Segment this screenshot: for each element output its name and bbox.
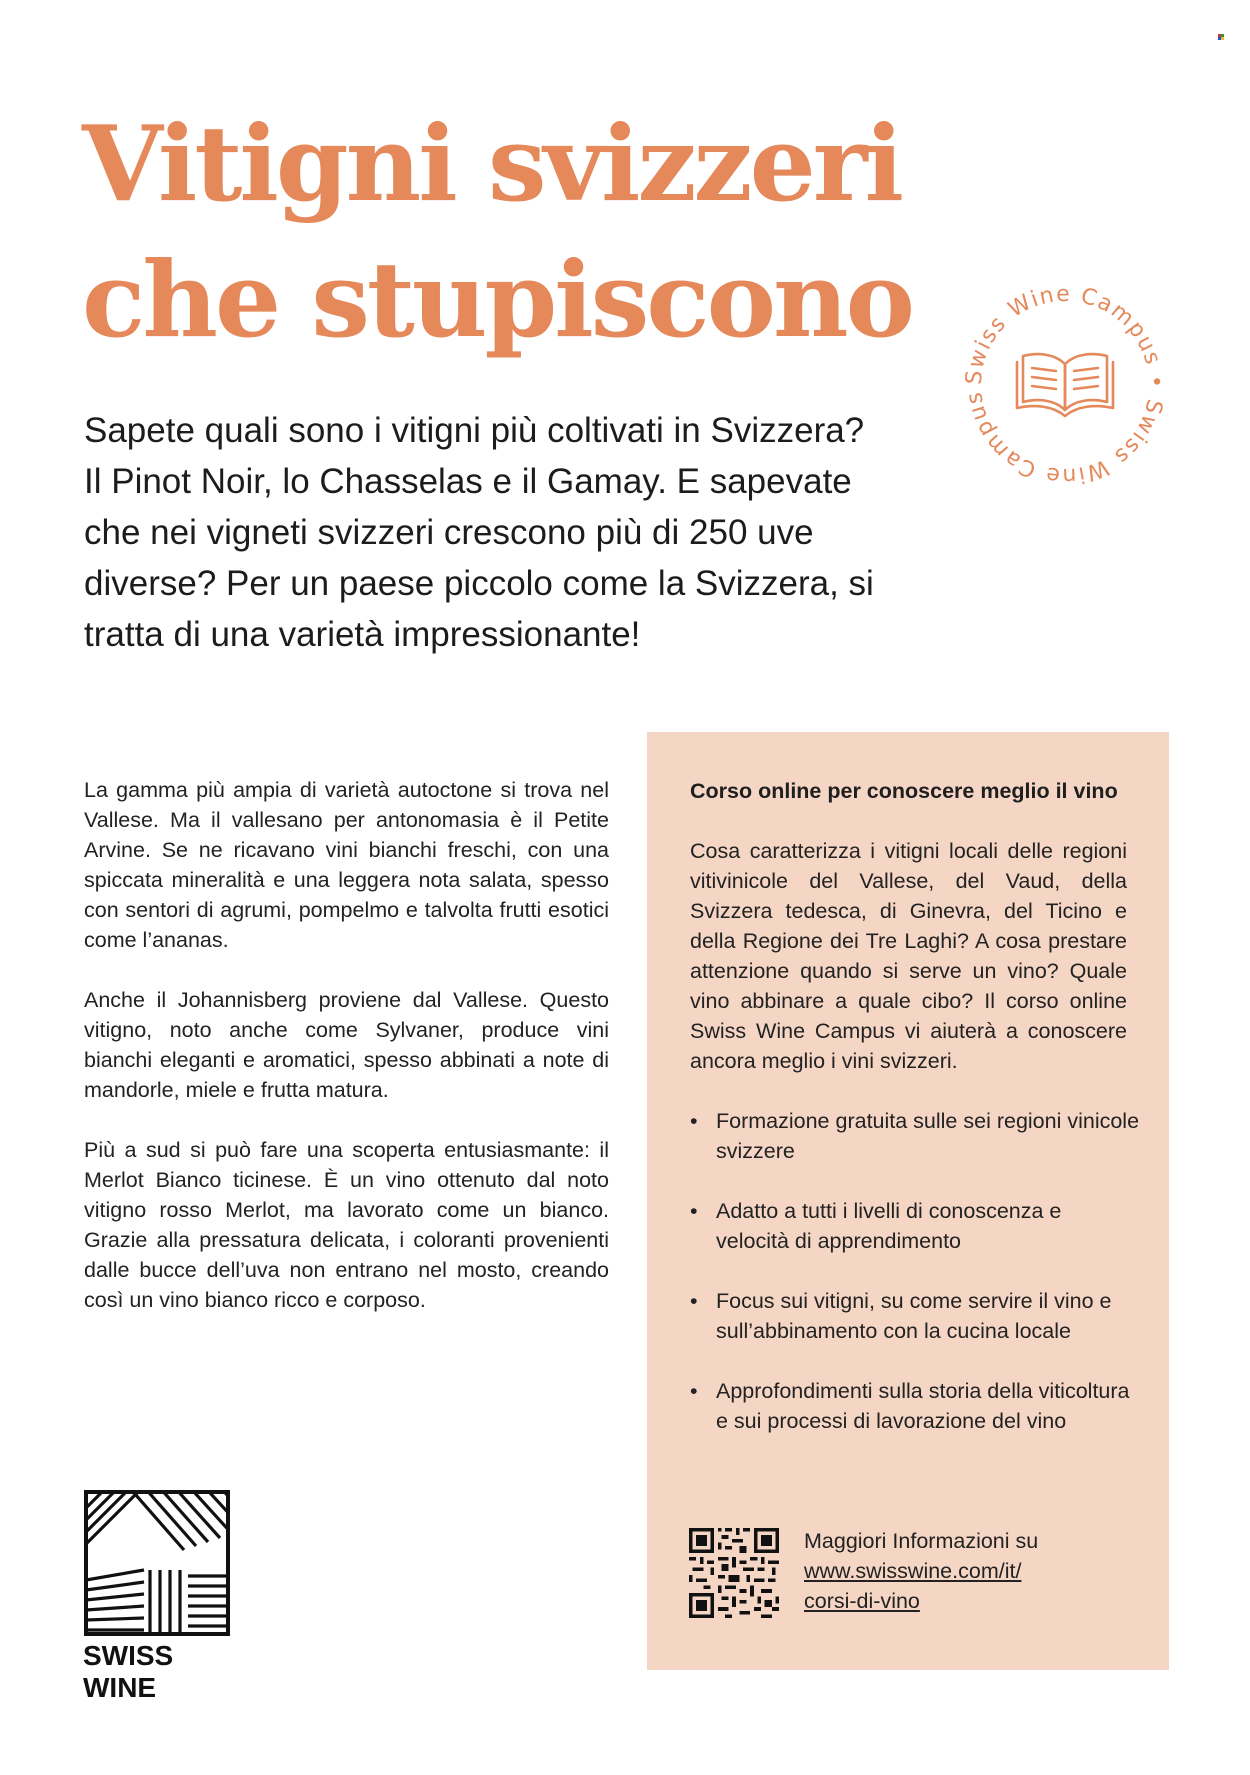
swiss-wine-logo-text: SWISS WINE [83,1640,174,1703]
bullet: • [690,1109,698,1133]
bullet: • [690,1199,698,1223]
course-features-list [690,1106,1140,1466]
body-paragraph: La gamma più ampia di varietà autoctone si trova nel Vallese. Ma il vallesano per antonomasia è il Petite Arvine. Se ne ricavano vini bianchi freschi, con una spiccata mineralità e una leggera nota salata, spesso con sentori di agrumi, pompelmo e talvolta frutti esotici come l’ananas. [84,778,609,952]
body-paragraph: Più a sud si può fare una scoperta entusiasmante: il Merlot Bianco ticinese. È un vino ottenuto dal noto vitigno rosso Merlot, ma lavorato come un bianco. Grazie alla pressatura delicata, i coloranti provenienti dalle bucce dell’uva non entrano nel mosto, creando così un vino bianco ricco e corposo. [84,1138,609,1312]
page-title-line-1: Vitigni svizzeri [82,102,902,225]
bullet: • [690,1289,698,1313]
body-column [84,775,609,1345]
list-item: • Formazione gratuita sulle sei regioni vinicole svizzere [690,1106,1140,1166]
course-box-title: Corso online per conoscere meglio il vino [690,779,1118,803]
more-info-label: Maggiori Informazioni su [804,1529,1039,1553]
badge-ring-text: Swiss Wine Campus • Swiss Wine Campus [961,281,1169,489]
more-info [804,1526,1144,1616]
color-registration-mark [1218,34,1225,41]
page-title [82,96,912,368]
swiss-wine-campus-badge [960,280,1170,490]
intro-paragraph: Sapete quali sono i vitigni più coltivati in Svizzera? Il Pinot Noir, lo Chasselas e il Gamay. E sapevate che nei vigneti svizzeri crescono più di 250 uve diverse? Per un paese piccolo come la Svizzera, si tratta di una varietà impressionante! [84,411,874,654]
logo-stripes-top [84,1490,230,1566]
logo-stripes-bottom [86,1570,228,1636]
page-title-line-2: che stupiscono [82,238,912,361]
list-item: • Adatto a tutti i livelli di conoscenza e velocità di apprendimento [690,1196,1140,1256]
list-item: • Focus sui vitigni, su come servire il vino e sull’abbinamento con la cucina locale [690,1286,1140,1346]
course-link-line-1[interactable]: www.swisswine.com/it/ [804,1559,1022,1583]
list-item: • Approfondimenti sulla storia della viticoltura e sui processi di lavorazione del vino [690,1376,1140,1436]
online-course-box [647,732,1169,1670]
qr-code[interactable] [689,1528,779,1618]
swiss-wine-logo-mark [84,1490,230,1636]
bullet: • [690,1379,698,1403]
open-book-icon [1017,354,1113,416]
body-paragraph: Anche il Johannisberg proviene dal Vallese. Questo vitigno, noto anche come Sylvaner, produce vini bianchi eleganti e aromatici, spesso abbinati a note di mandorle, miele e frutta matura. [84,988,609,1102]
course-link-line-2[interactable]: corsi-di-vino [804,1589,920,1613]
course-box-text: Cosa caratterizza i vitigni locali delle regioni vitivinicole del Vallese, del Vaud, della Svizzera tedesca, di Ginevra, del Ticino e della Regione dei Tre Laghi? A cosa prestare attenzione quando si serve un vino? Quale vino abbinare a quale cibo? Il corso online Swiss Wine Campus vi aiuterà a conoscere ancora meglio i vini svizzeri. [690,839,1127,1073]
